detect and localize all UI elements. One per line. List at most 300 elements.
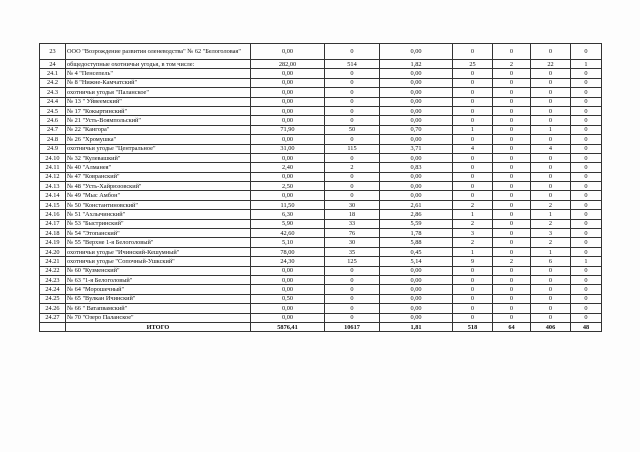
cell-c5: 2 [493,60,531,69]
cell-c3: 1,78 [380,229,453,238]
cell-c6: 1 [531,247,571,256]
cell-c2: 0 [325,294,380,303]
cell-c6: 2 [531,219,571,228]
cell-c2: 0 [325,78,380,87]
row-name: № 26 "Хромушка" [66,135,251,144]
table-row [40,60,602,69]
table-row [40,135,602,144]
cell-c7: 0 [571,106,602,115]
cell-c6: 2 [531,238,571,247]
row-number: 24.21 [40,257,66,266]
row-number: 24.26 [40,304,66,313]
total-c5: 64 [493,322,531,331]
cell-c3: 0,00 [380,304,453,313]
row-name: № 65 "Вулкан Ичинский" [66,294,251,303]
cell-c6: 22 [531,60,571,69]
row-number: 24.14 [40,191,66,200]
cell-c1: 0,00 [251,191,325,200]
cell-c2: 125 [325,257,380,266]
cell-c7: 0 [571,247,602,256]
cell-c4: 1 [453,210,493,219]
table-row [40,182,602,191]
cell-c4: 0 [453,97,493,106]
cell-c3: 0,00 [380,294,453,303]
cell-c6: 0 [531,294,571,303]
cell-c2: 0 [325,191,380,200]
row-number: 24.7 [40,125,66,134]
total-c7: 48 [571,322,602,331]
cell-c3: 2,86 [380,210,453,219]
row-number: 24 [40,60,66,69]
cell-c7: 0 [571,219,602,228]
row-name: № 50 "Константиновский" [66,200,251,209]
cell-c3: 0,00 [380,153,453,162]
row-number: 24.17 [40,219,66,228]
cell-c1: 11,50 [251,200,325,209]
cell-c7: 0 [571,210,602,219]
cell-c6: 0 [531,97,571,106]
cell-c7: 0 [571,153,602,162]
cell-c1: 0,00 [251,153,325,162]
cell-c2: 35 [325,247,380,256]
cell-c3: 0,00 [380,88,453,97]
cell-c2: 0 [325,88,380,97]
table-row [40,238,602,247]
cell-c4: 0 [453,285,493,294]
row-name: ООО "Возрождение развития оленеводства" № 62 "Белоголовая" [66,44,251,60]
cell-c1: 0,00 [251,135,325,144]
cell-c1: 282,00 [251,60,325,69]
row-name: общедоступные охотничьи угодья, в том числе: [66,60,251,69]
cell-c7: 0 [571,313,602,322]
cell-c2: 0 [325,116,380,125]
row-name: № 47 "Ковранский" [66,172,251,181]
cell-c4: 0 [453,304,493,313]
table-row [40,266,602,275]
cell-c5: 0 [493,191,531,200]
cell-c3: 5,88 [380,238,453,247]
row-name: охотничьи угодье "Центральное" [66,144,251,153]
cell-c4: 0 [453,275,493,284]
cell-c2: 0 [325,304,380,313]
cell-c2: 0 [325,135,380,144]
cell-c6: 0 [531,313,571,322]
cell-c2: 0 [325,182,380,191]
cell-c1: 6,30 [251,210,325,219]
cell-c1: 5,90 [251,219,325,228]
row-name: № 66 " Ватапвамский" [66,304,251,313]
cell-c2: 76 [325,229,380,238]
cell-c5: 0 [493,229,531,238]
cell-c5: 0 [493,200,531,209]
cell-c7: 0 [571,78,602,87]
row-name: № 60 "Кузменский" [66,266,251,275]
cell-c2: 50 [325,125,380,134]
cell-c1: 0,00 [251,266,325,275]
table-row [40,247,602,256]
cell-c2: 2 [325,163,380,172]
row-number: 24.16 [40,210,66,219]
cell-c5: 0 [493,153,531,162]
cell-c3: 0,00 [380,285,453,294]
table-body [40,44,602,332]
table-row [40,285,602,294]
cell-c2: 0 [325,97,380,106]
row-number: 24.24 [40,285,66,294]
table-row [40,191,602,200]
cell-c4: 25 [453,60,493,69]
cell-c7: 0 [571,182,602,191]
cell-c4: 0 [453,313,493,322]
row-name: № 63 "1-я Белоголовый" [66,275,251,284]
cell-c1: 31,00 [251,144,325,153]
cell-c7: 1 [571,60,602,69]
cell-c5: 0 [493,238,531,247]
cell-c4: 0 [453,106,493,115]
cell-c6: 0 [531,163,571,172]
table-row [40,163,602,172]
total-c2: 10617 [325,322,380,331]
cell-c1: 71,90 [251,125,325,134]
row-number: 24.13 [40,182,66,191]
cell-c5: 0 [493,247,531,256]
cell-c5: 0 [493,210,531,219]
cell-c1: 0,00 [251,88,325,97]
cell-c4: 0 [453,163,493,172]
table-row [40,69,602,78]
cell-c4: 0 [453,182,493,191]
cell-c1: 0,00 [251,44,325,60]
cell-c7: 0 [571,229,602,238]
cell-c7: 0 [571,97,602,106]
cell-c5: 0 [493,304,531,313]
row-number: 24.1 [40,69,66,78]
cell-c7: 0 [571,135,602,144]
cell-c2: 18 [325,210,380,219]
cell-c4: 2 [453,238,493,247]
cell-c4: 2 [453,219,493,228]
cell-c7: 0 [571,200,602,209]
row-name: № 21 "Усть-Воямпольский" [66,116,251,125]
cell-c5: 0 [493,182,531,191]
row-number: 23 [40,44,66,60]
row-number: 24.8 [40,135,66,144]
cell-c1: 0,00 [251,172,325,181]
cell-c1: 0,00 [251,106,325,115]
cell-c4: 2 [453,200,493,209]
cell-c5: 0 [493,163,531,172]
total-c3: 1,81 [380,322,453,331]
cell-c4: 0 [453,88,493,97]
cell-c1: 0,50 [251,294,325,303]
hunting-grounds-table [39,43,602,332]
row-name: № 17 "Кокыртинский" [66,106,251,115]
cell-c1: 0,00 [251,285,325,294]
cell-c2: 0 [325,153,380,162]
table-row [40,153,602,162]
cell-c6: 0 [531,88,571,97]
cell-c6: 0 [531,285,571,294]
cell-c7: 0 [571,238,602,247]
cell-c5: 0 [493,172,531,181]
cell-c3: 1,82 [380,60,453,69]
cell-c7: 0 [571,116,602,125]
cell-c1: 2,50 [251,182,325,191]
cell-c1: 0,00 [251,313,325,322]
cell-c7: 0 [571,88,602,97]
cell-c4: 1 [453,247,493,256]
cell-c5: 0 [493,219,531,228]
cell-c5: 0 [493,285,531,294]
row-number: 24.6 [40,116,66,125]
row-number: 24.15 [40,200,66,209]
cell-c2: 30 [325,200,380,209]
cell-c6: 3 [531,229,571,238]
row-number: 24.9 [40,144,66,153]
cell-c7: 0 [571,191,602,200]
cell-c2: 0 [325,285,380,294]
cell-c3: 0,00 [380,135,453,144]
cell-c2: 0 [325,275,380,284]
cell-c4: 0 [453,153,493,162]
row-number: 24.19 [40,238,66,247]
cell-c7: 0 [571,294,602,303]
cell-c6: 0 [531,172,571,181]
cell-c6: 0 [531,69,571,78]
cell-c5: 0 [493,97,531,106]
cell-c5: 0 [493,313,531,322]
cell-c2: 0 [325,106,380,115]
row-name: охотничьи угодье "Ичинский-Кешумный" [66,247,251,256]
cell-c4: 4 [453,144,493,153]
cell-c5: 2 [493,257,531,266]
row-number: 24.20 [40,247,66,256]
row-name: № 54 "Этопанский" [66,229,251,238]
cell-c4: 0 [453,116,493,125]
cell-c1: 0,00 [251,275,325,284]
table-row [40,144,602,153]
cell-c5: 0 [493,125,531,134]
table-row [40,44,602,60]
cell-c7: 0 [571,44,602,60]
row-name: № 70 "Озеро Паланское" [66,313,251,322]
row-name: охотничьи угодья "Паланское" [66,88,251,97]
cell-c1: 2,40 [251,163,325,172]
row-number: 24.10 [40,153,66,162]
cell-c5: 0 [493,294,531,303]
cell-c3: 0,00 [380,78,453,87]
cell-c2: 0 [325,69,380,78]
cell-c2: 33 [325,219,380,228]
row-name: № 13 " Уйвеемский" [66,97,251,106]
row-number: 24.5 [40,106,66,115]
cell-c5: 0 [493,44,531,60]
cell-c6: 0 [531,44,571,60]
cell-c4: 0 [453,78,493,87]
cell-c7: 0 [571,266,602,275]
cell-c7: 0 [571,172,602,181]
cell-c6: 1 [531,210,571,219]
cell-c7: 0 [571,304,602,313]
row-number: 24.23 [40,275,66,284]
table-row [40,125,602,134]
row-name: № 53 "Быстринский" [66,219,251,228]
cell-c7: 0 [571,125,602,134]
row-name: № 55 "Верхне 1-я Белоголовый" [66,238,251,247]
cell-c3: 3,71 [380,144,453,153]
cell-c4: 0 [453,135,493,144]
cell-c3: 0,00 [380,97,453,106]
row-name: № 22 "Кангора" [66,125,251,134]
cell-c5: 0 [493,266,531,275]
table-row [40,116,602,125]
cell-c6: 0 [531,275,571,284]
row-number: 24.22 [40,266,66,275]
cell-c5: 0 [493,88,531,97]
cell-c2: 0 [325,172,380,181]
row-name: № 40 "Алманея" [66,163,251,172]
row-name: № 49 "Мыс Амбон" [66,191,251,200]
row-name: охотничьи угодье "Сопочный-Ушкский" [66,257,251,266]
table-row [40,304,602,313]
cell-c1: 42,60 [251,229,325,238]
cell-c3: 0,83 [380,163,453,172]
cell-c5: 0 [493,106,531,115]
cell-c6: 0 [531,106,571,115]
cell-c3: 0,00 [380,172,453,181]
table-row [40,257,602,266]
cell-c3: 0,00 [380,106,453,115]
total-label: ИТОГО [66,322,251,331]
row-name: № 48 "Усть-Хайрюзовский" [66,182,251,191]
row-number: 24.18 [40,229,66,238]
total-c4: 518 [453,322,493,331]
cell-c6: 0 [531,78,571,87]
cell-c5: 0 [493,135,531,144]
cell-c6: 4 [531,144,571,153]
table-row [40,106,602,115]
cell-c7: 0 [571,69,602,78]
table-row [40,275,602,284]
row-number: 24.11 [40,163,66,172]
cell-c6: 0 [531,304,571,313]
total-row-number [40,322,66,331]
cell-c6: 2 [531,200,571,209]
cell-c7: 0 [571,285,602,294]
cell-c3: 0,00 [380,266,453,275]
cell-c2: 514 [325,60,380,69]
row-number: 24.12 [40,172,66,181]
row-name: № 51 "Ахлычинский" [66,210,251,219]
table-row [40,97,602,106]
row-name: № 32 "Кулевашкий" [66,153,251,162]
cell-c3: 0,00 [380,275,453,284]
cell-c6: 0 [531,266,571,275]
cell-c1: 0,00 [251,116,325,125]
cell-c5: 0 [493,78,531,87]
cell-c3: 2,61 [380,200,453,209]
total-c6: 406 [531,322,571,331]
total-row [40,322,602,331]
cell-c7: 1 [571,257,602,266]
cell-c6: 0 [531,135,571,144]
row-name: № 64 "Морошечный" [66,285,251,294]
table-row [40,210,602,219]
total-c1: 5876,41 [251,322,325,331]
table-row [40,313,602,322]
cell-c2: 0 [325,44,380,60]
cell-c5: 0 [493,69,531,78]
cell-c4: 0 [453,44,493,60]
cell-c1: 0,00 [251,97,325,106]
cell-c6: 6 [531,257,571,266]
cell-c6: 0 [531,191,571,200]
cell-c3: 0,70 [380,125,453,134]
cell-c1: 0,00 [251,69,325,78]
row-number: 24.3 [40,88,66,97]
cell-c4: 0 [453,172,493,181]
cell-c4: 0 [453,69,493,78]
cell-c6: 0 [531,182,571,191]
cell-c2: 0 [325,313,380,322]
cell-c4: 0 [453,266,493,275]
row-number: 24.25 [40,294,66,303]
cell-c3: 0,00 [380,313,453,322]
cell-c7: 0 [571,275,602,284]
cell-c7: 0 [571,144,602,153]
cell-c3: 0,00 [380,69,453,78]
cell-c3: 0,00 [380,116,453,125]
row-number: 24.2 [40,78,66,87]
cell-c4: 3 [453,229,493,238]
cell-c4: 9 [453,257,493,266]
row-number: 24.27 [40,313,66,322]
cell-c7: 0 [571,163,602,172]
table-row [40,88,602,97]
cell-c4: 0 [453,191,493,200]
cell-c2: 30 [325,238,380,247]
cell-c1: 0,00 [251,304,325,313]
cell-c5: 0 [493,116,531,125]
table-row [40,219,602,228]
cell-c3: 0,00 [380,44,453,60]
cell-c1: 24,30 [251,257,325,266]
cell-c4: 1 [453,125,493,134]
row-number: 24.4 [40,97,66,106]
table-row [40,294,602,303]
cell-c2: 0 [325,266,380,275]
cell-c6: 0 [531,153,571,162]
cell-c1: 78,00 [251,247,325,256]
table-row [40,172,602,181]
cell-c6: 0 [531,116,571,125]
row-name: № 4 "Пенсепель" [66,69,251,78]
table-row [40,200,602,209]
cell-c6: 1 [531,125,571,134]
cell-c3: 0,00 [380,191,453,200]
cell-c5: 0 [493,144,531,153]
cell-c2: 115 [325,144,380,153]
cell-c3: 0,00 [380,182,453,191]
cell-c1: 5,10 [251,238,325,247]
cell-c3: 5,59 [380,219,453,228]
table-row [40,229,602,238]
cell-c1: 0,00 [251,78,325,87]
cell-c3: 0,45 [380,247,453,256]
cell-c4: 0 [453,294,493,303]
row-name: № 8 "Нижне-Камчатский" [66,78,251,87]
cell-c5: 0 [493,275,531,284]
